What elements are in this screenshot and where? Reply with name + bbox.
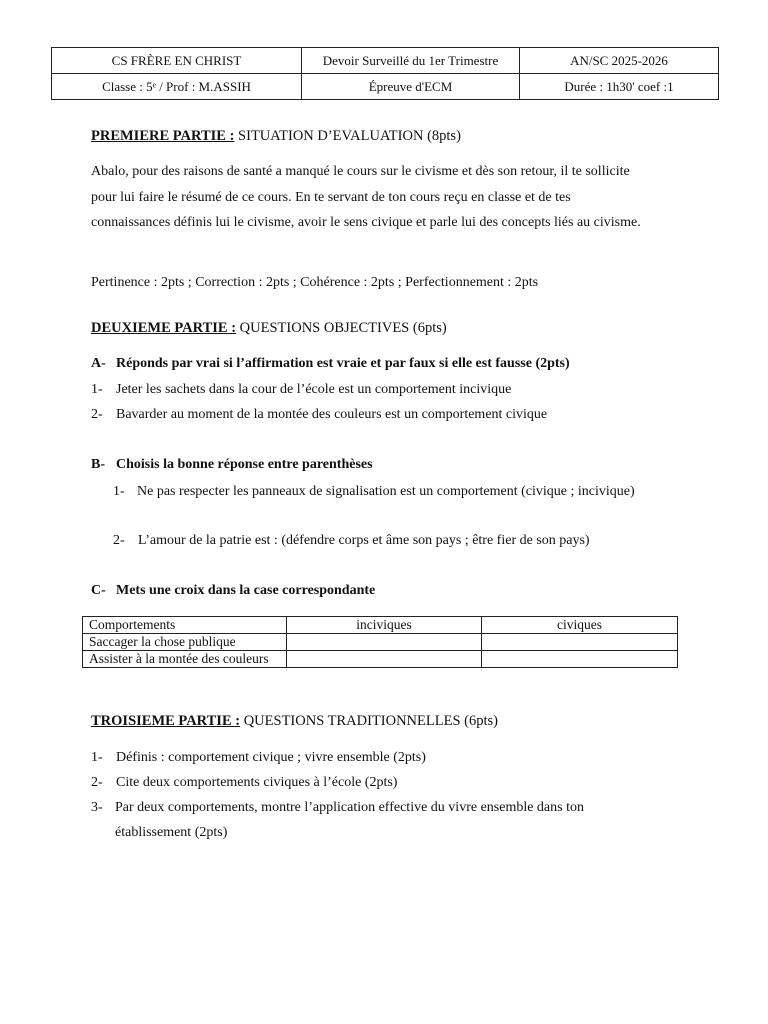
list-item (91, 377, 511, 402)
table-row (83, 634, 678, 651)
answer-cell[interactable] (482, 634, 678, 651)
section-b-text: Choisis la bonne réponse entre parenthèses (116, 457, 373, 472)
item-number: 1- (91, 750, 103, 765)
part2-title: QUESTIONS OBJECTIVES (6pts) (236, 320, 447, 336)
table-cell: Saccager la chose publique (83, 634, 287, 651)
table-header: Comportements (83, 617, 287, 634)
list-item (91, 795, 651, 845)
item-text: L’amour de la patrie est : (défendre corps et âme son pays ; être fier de son pays) (138, 533, 590, 548)
section-c-text: Mets une croix dans la case correspondante (116, 583, 376, 598)
item-text: Cite deux comportements civiques à l’école (2pts) (116, 775, 398, 790)
part2-heading (91, 316, 691, 342)
list-item (91, 745, 426, 770)
item-number: 3- (91, 800, 103, 815)
section-b-instruction (91, 452, 373, 477)
table-header: civiques (482, 617, 678, 634)
table-header: inciviques (287, 617, 482, 634)
part1-criteria: Pertinence : 2pts ; Correction : 2pts ; Cohérence : 2pts ; Perfectionnement : 2pts (91, 275, 539, 290)
item-text: Jeter les sachets dans la cour de l’école est un comportement incivique (116, 382, 512, 397)
answer-cell[interactable] (482, 651, 678, 668)
part1-situation-text: Abalo, pour des raisons de santé a manqué le cours sur le civisme et dès son retour, il te sollicite pour lui faire le résumé de ce cours. En te servant de ton cours reçu en classe et de tes connaissances définis lui le civisme, avoir le sens civique et parle lui des concepts liés au civisme. (91, 164, 641, 230)
list-item (113, 528, 590, 553)
item-number: 2- (91, 775, 103, 790)
item-text: Définis : comportement civique ; vivre ensemble (2pts) (116, 750, 426, 765)
subject: Épreuve d'ECM (302, 74, 520, 100)
part1-label: PREMIERE PARTIE : (91, 128, 235, 144)
section-c-instruction (91, 578, 375, 603)
answer-cell[interactable] (287, 651, 482, 668)
list-item (113, 479, 673, 504)
class-prof: Classe : 5ᵉ / Prof : M.ASSIH (52, 74, 302, 100)
exam-title: Devoir Surveillé du 1er Trimestre (302, 48, 520, 74)
section-b-marker: B- (91, 457, 105, 472)
table-row (83, 651, 678, 668)
list-item (91, 770, 397, 795)
part1-title: SITUATION D’EVALUATION (8pts) (234, 128, 461, 144)
item-number: 2- (91, 407, 103, 422)
part1-heading (91, 124, 691, 150)
part2-label: DEUXIEME PARTIE : (91, 320, 237, 336)
part3-label: TROISIEME PARTIE : (91, 713, 241, 729)
item-number: 1- (91, 382, 103, 397)
section-a-text: Réponds par vrai si l’affirmation est vraie et par faux si elle est fausse (2pts) (116, 356, 570, 371)
item-number: 1- (113, 484, 125, 499)
item-text: Ne pas respecter les panneaux de signalisation est un comportement (civique ; incivique) (137, 484, 635, 499)
item-number: 2- (113, 533, 125, 548)
section-a-marker: A- (91, 356, 106, 371)
list-item (91, 402, 547, 427)
section-a-instruction (91, 351, 570, 376)
table-header-row (83, 617, 678, 634)
item-text: Bavarder au moment de la montée des couleurs est un comportement civique (116, 407, 548, 422)
table-cell: Assister à la montée des couleurs (83, 651, 287, 668)
header-table (51, 47, 719, 100)
part3-title: QUESTIONS TRADITIONNELLES (6pts) (240, 713, 498, 729)
part3-heading (91, 709, 691, 735)
school-year: AN/SC 2025-2026 (520, 48, 719, 74)
section-c-marker: C- (91, 583, 106, 598)
behaviour-table (82, 616, 678, 668)
item-text: Par deux comportements, montre l’application effective du vivre ensemble dans ton établissement (2pts) (115, 800, 584, 840)
answer-cell[interactable] (287, 634, 482, 651)
duration: Durée : 1h30' coef :1 (520, 74, 719, 100)
school-name: CS FRÈRE EN CHRIST (52, 48, 302, 74)
